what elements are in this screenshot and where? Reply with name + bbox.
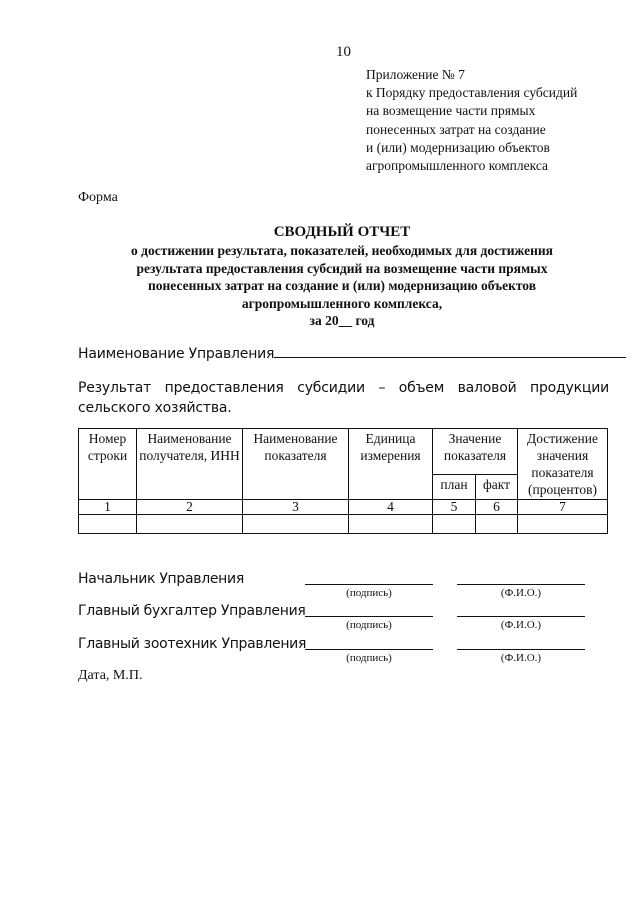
report-table xyxy=(78,428,608,534)
appendix-line: к Порядку предоставления субсидий xyxy=(366,85,578,101)
column-number: 5 xyxy=(433,500,476,515)
appendix-line: и (или) модернизацию объектов xyxy=(366,139,550,155)
column-number: 1 xyxy=(79,500,137,515)
name-caption: (Ф.И.О.) xyxy=(500,619,542,631)
title-year-line: за 20__ год xyxy=(309,313,375,328)
name-line[interactable] xyxy=(457,616,585,617)
signature-role: Главный бухгалтер Управления xyxy=(78,603,306,619)
management-label: Наименование Управления xyxy=(78,346,275,362)
title-line: о достижении результата, показателей, необходимых для достижения xyxy=(131,243,553,258)
column-number-row xyxy=(79,500,608,515)
appendix-line: на возмещение части прямых xyxy=(366,103,536,119)
name-line[interactable] xyxy=(457,584,585,585)
management-blank-line[interactable] xyxy=(274,345,626,358)
table-cell[interactable] xyxy=(476,515,518,534)
empty-data-row xyxy=(79,515,608,534)
signature-caption: (подпись) xyxy=(346,619,392,631)
signature-line[interactable] xyxy=(305,649,433,650)
column-number: 6 xyxy=(476,500,518,515)
name-line[interactable] xyxy=(457,649,585,650)
title-line: агропромышленного комплекса, xyxy=(241,295,443,311)
date-stamp-label: Дата, М.П. xyxy=(78,668,143,683)
appendix-line: понесенных затрат на создание xyxy=(366,121,546,137)
column-number: 2 xyxy=(137,500,243,515)
table-cell[interactable] xyxy=(349,515,433,534)
form-label: Форма xyxy=(78,190,118,205)
table-cell[interactable] xyxy=(518,515,608,534)
table-cell[interactable] xyxy=(433,515,476,534)
column-number: 3 xyxy=(243,500,349,515)
name-caption: (Ф.И.О.) xyxy=(500,652,542,664)
signature-role: Главный зоотехник Управления xyxy=(78,636,307,652)
title-line: понесенных затрат на создание и (или) модернизацию объектов xyxy=(148,278,536,293)
header-indicator: Наименование показателя xyxy=(243,429,349,500)
management-name-field xyxy=(78,345,626,362)
table-cell[interactable] xyxy=(79,515,137,534)
appendix-line: Приложение № 7 xyxy=(366,67,465,82)
table-cell[interactable] xyxy=(243,515,349,534)
result-text: Результат предоставления субсидии – объем валовой продукции сельского хозяйства. xyxy=(78,380,609,416)
table-cell[interactable] xyxy=(137,515,243,534)
header-achievement: Достижение значения показателя (процентов) xyxy=(518,429,608,500)
title-main: СВОДНЫЙ ОТЧЕТ xyxy=(273,224,411,240)
appendix-header xyxy=(366,66,577,175)
signature-line[interactable] xyxy=(305,616,433,617)
header-fact: факт xyxy=(476,475,518,500)
header-value: Значение показателя xyxy=(433,429,518,475)
header-row-number: Номер строки xyxy=(79,429,137,500)
column-number: 7 xyxy=(518,500,608,515)
header-unit: Единица измерения xyxy=(349,429,433,500)
report-title xyxy=(60,222,624,330)
title-line: результата предоставления субсидий на возмещение части прямых xyxy=(136,260,548,276)
signature-caption: (подпись) xyxy=(346,587,392,599)
appendix-line: агропромышленного комплекса xyxy=(366,158,548,174)
column-number: 4 xyxy=(349,500,433,515)
header-recipient: Наименование получателя, ИНН xyxy=(137,429,243,500)
page-number: 10 xyxy=(336,44,351,60)
signature-caption: (подпись) xyxy=(346,652,392,664)
name-caption: (Ф.И.О.) xyxy=(500,587,542,599)
signature-line[interactable] xyxy=(305,584,433,585)
signature-role: Начальник Управления xyxy=(78,571,244,587)
header-plan: план xyxy=(433,475,476,500)
